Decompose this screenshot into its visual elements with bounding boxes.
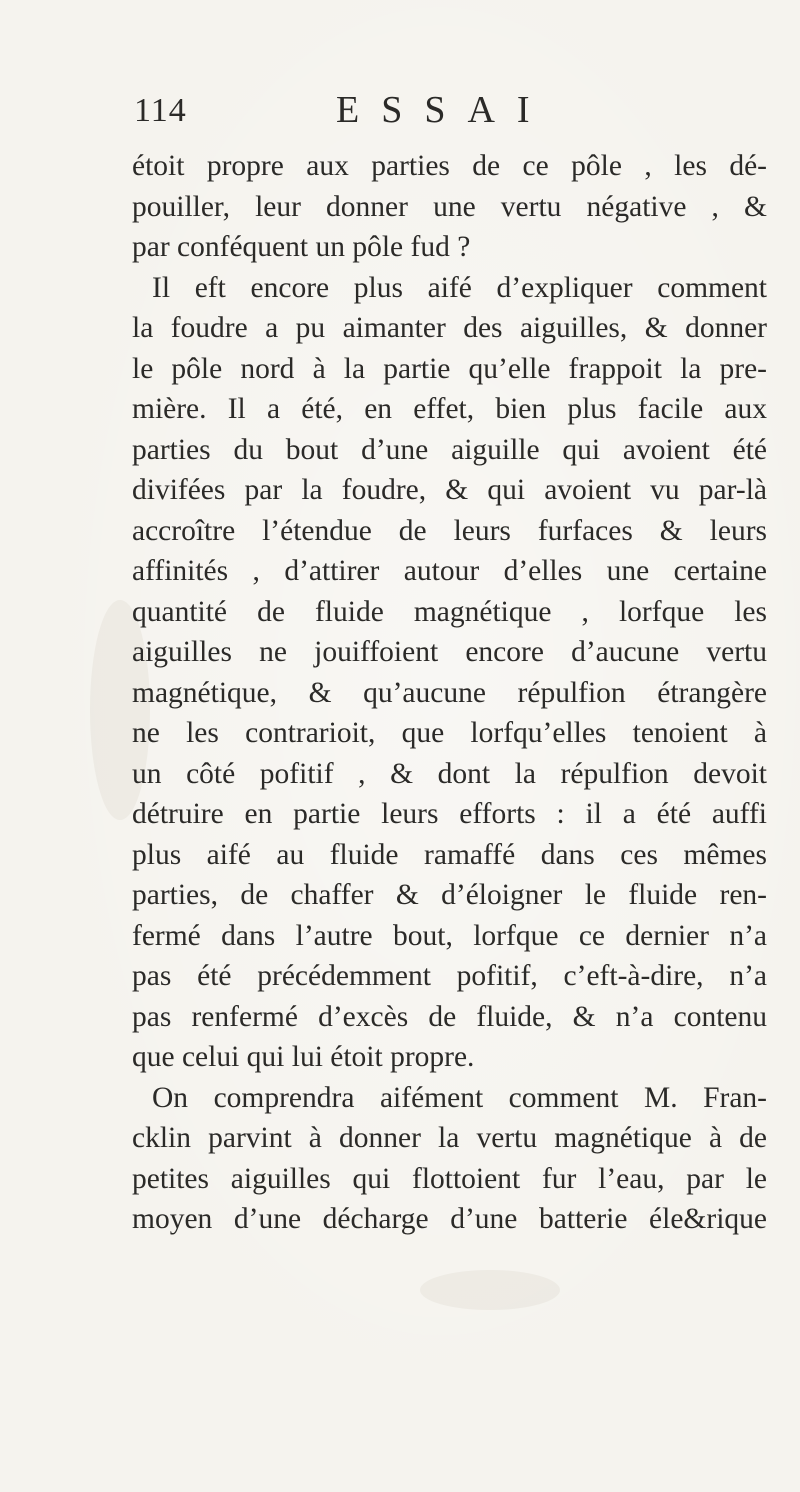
page-number: 114 bbox=[134, 92, 187, 129]
text-line: la foudre a pu aimanter des aiguilles, & donner bbox=[132, 312, 767, 344]
running-title: ESSAI bbox=[336, 89, 552, 131]
text-line: pas été précédemment pofitif, c’eft-à-dire, n’a bbox=[132, 960, 767, 992]
body-text bbox=[132, 146, 767, 1240]
text-line: un côté pofitif , & dont la répulfion devoit bbox=[132, 757, 767, 790]
text-line: affinités , d’attirer autour d’elles une certaine bbox=[132, 555, 767, 587]
text-line: étoit propre aux parties de ce pôle , les dé- bbox=[132, 150, 767, 182]
text-line: aiguilles ne jouiffoient encore d’aucune vertu bbox=[132, 636, 767, 668]
text-line: magnétique, & qu’aucune répulfion étrangère bbox=[132, 676, 767, 709]
text-line: le pôle nord à la partie qu’elle frappoit la pre- bbox=[132, 352, 767, 385]
paper-stain bbox=[420, 1270, 560, 1310]
text-line: par conféquent un pôle fud ? bbox=[132, 231, 471, 263]
text-line: petites aiguilles qui flottoient fur l’eau, par le bbox=[132, 1162, 767, 1195]
text-line: que celui qui lui étoit propre. bbox=[132, 1041, 475, 1073]
text-line: cklin parvint à donner la vertu magnétique à de bbox=[132, 1122, 767, 1154]
text-line: divifées par la foudre, & qui avoient vu par-là bbox=[132, 474, 767, 506]
text-line: moyen d’une décharge d’une batterie éle&rique bbox=[132, 1203, 767, 1235]
text-line: Il eft encore plus aifé d’expliquer comment bbox=[152, 271, 767, 304]
text-line: ne les contrarioit, que lorfqu’elles tenoient à bbox=[132, 717, 767, 749]
text-line: accroître l’étendue de leurs furfaces & leurs bbox=[132, 514, 767, 547]
text-line: On comprendra aifément comment M. Fran- bbox=[152, 1081, 767, 1114]
text-line: mière. Il a été, en effet, bien plus facile aux bbox=[132, 393, 767, 425]
text-line: pouiller, leur donner une vertu négative , & bbox=[132, 190, 767, 223]
running-head bbox=[134, 89, 694, 136]
text-line: plus aifé au fluide ramaffé dans ces mêmes bbox=[132, 838, 767, 871]
text-line: parties du bout d’une aiguille qui avoient été bbox=[132, 433, 767, 466]
text-line: quantité de fluide magnétique , lorfque les bbox=[132, 595, 767, 628]
text-line: pas renfermé d’excès de fluide, & n’a contenu bbox=[132, 1000, 767, 1033]
text-line: détruire en partie leurs efforts : il a été auffi bbox=[132, 798, 767, 830]
text-line: fermé dans l’autre bout, lorfque ce dernier n’a bbox=[132, 919, 767, 952]
text-line: parties, de chaffer & d’éloigner le fluide ren- bbox=[132, 879, 767, 911]
